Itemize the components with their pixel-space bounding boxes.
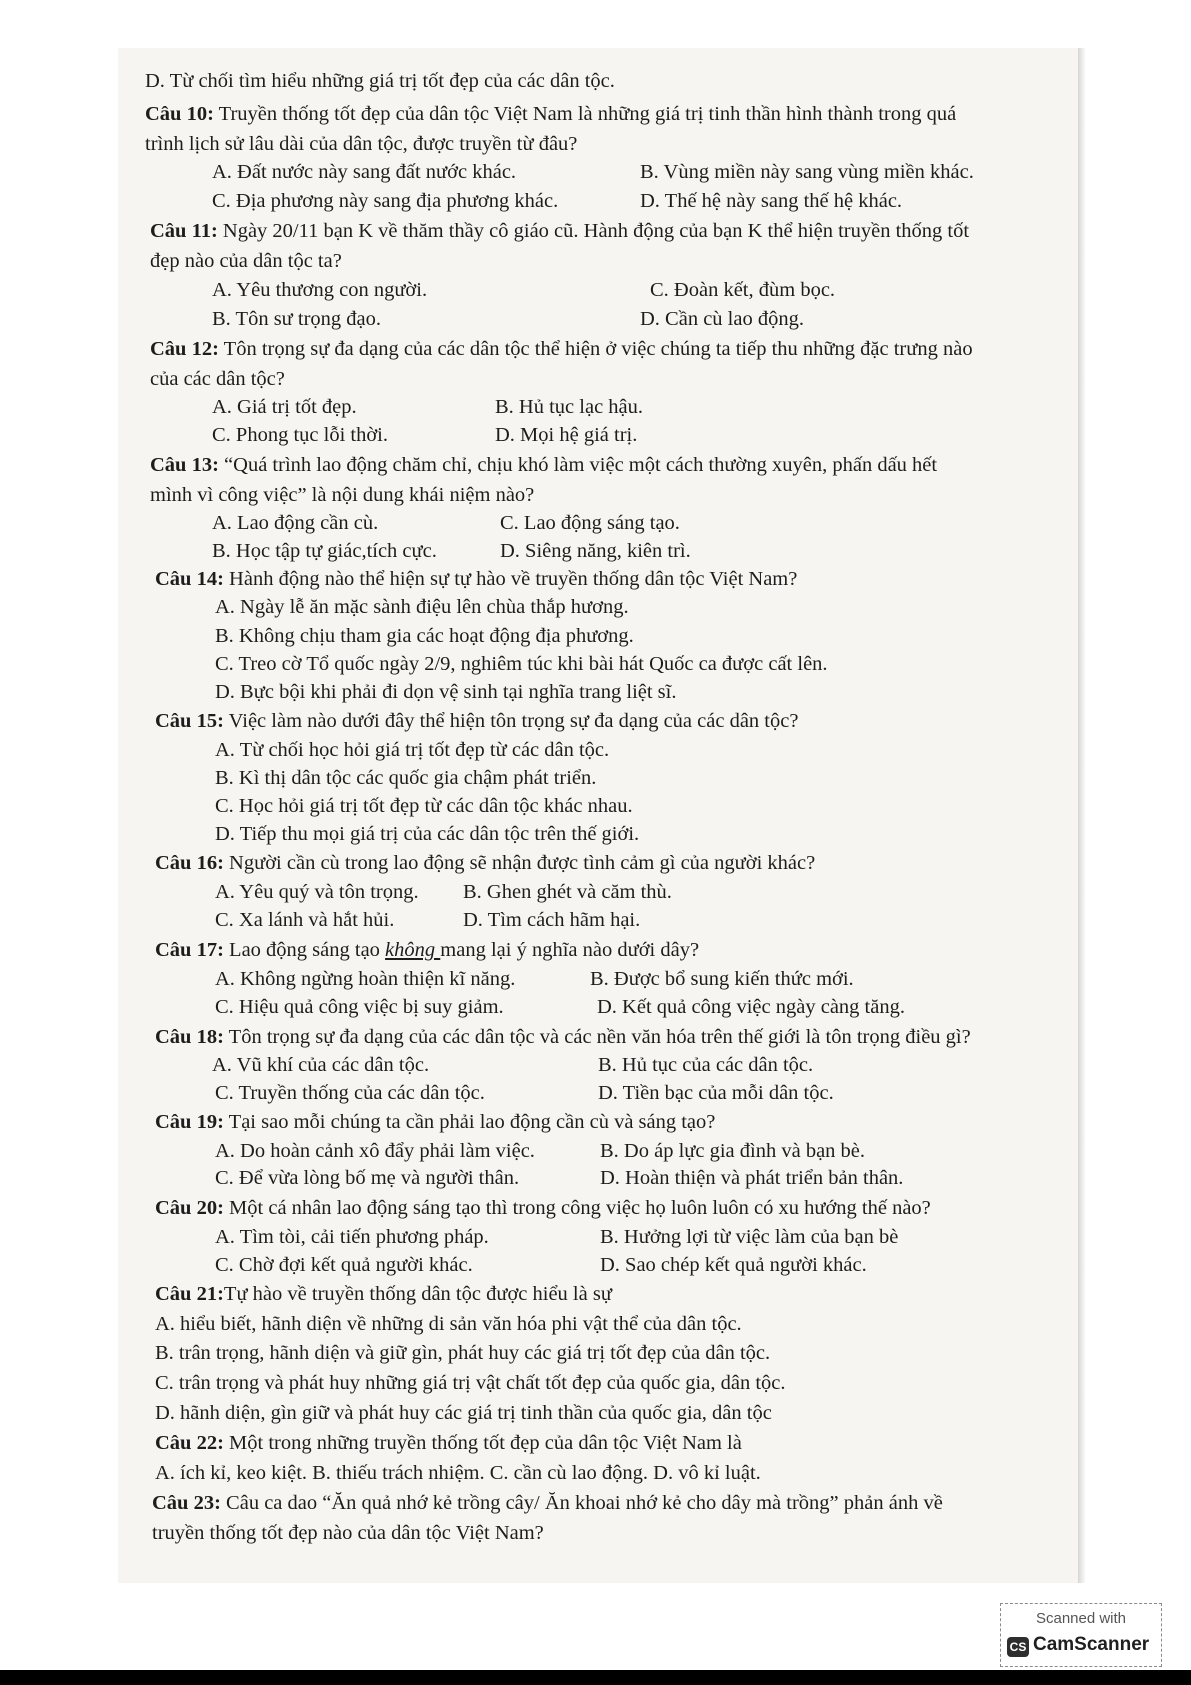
answer-option: C. Hiệu quả công việc bị suy giảm. [215,996,504,1018]
answer-option: C. Phong tục lỗi thời. [212,424,388,446]
answer-option: A. Vũ khí của các dân tộc. [212,1054,430,1076]
question-text: Tại sao mỗi chúng ta cần phải lao động cần cù và sáng tạo? [223,1111,716,1133]
text-line [215,765,596,791]
question-number: Câu 19: [155,1111,224,1133]
question-number: Câu 22: [155,1432,224,1454]
text-line [215,594,629,620]
text-line [215,651,828,677]
question-number: Câu 23: [152,1492,221,1514]
question-line [155,850,815,876]
question-line [155,937,699,963]
text-line [212,394,357,420]
question-number: Câu 15: [155,710,224,732]
answer-option: A. Yêu quý và tôn trọng. [215,881,419,903]
answer-option: C. Học hỏi giá trị tốt đẹp từ các dân tộc khác nhau. [215,795,633,817]
answer-option: A. hiểu biết, hãnh diện về những di sản văn hóa phi vật thể của dân tộc. [155,1313,742,1335]
question-line [155,1109,715,1135]
answer-option: D. Hoàn thiện và phát triển bản thân. [600,1167,904,1189]
answer-option: đẹp nào của dân tộc ta? [150,250,342,272]
question-text: Tôn trọng sự đa dạng của các dân tộc và các nền văn hóa trên thế giới là tôn trọng điều gì? [223,1026,971,1048]
answer-option: A. Ngày lễ ăn mặc sành điệu lên chùa thắp hương. [215,596,629,618]
question-line [150,452,937,478]
answer-option: C. Chờ đợi kết quả người khác. [215,1254,473,1276]
answer-option: A. Do hoàn cảnh xô đẩy phải làm việc. [215,1140,535,1162]
question-text: Lao động sáng tạo [223,939,386,961]
question-line [155,708,798,734]
question-line [155,566,797,592]
question-text: Hành động nào thể hiện sự tự hào về truyền thống dân tộc Việt Nam? [223,568,798,590]
question-line [155,1430,742,1456]
answer-option: B. Hủ tục lạc hậu. [495,396,644,418]
answer-option: A. Không ngừng hoàn thiện kĩ năng. [215,968,516,990]
text-line [152,1520,544,1546]
text-line [215,1224,489,1250]
text-line [215,1252,473,1278]
text-line [215,1138,535,1164]
text-line [212,1052,429,1078]
answer-option: C. Xa lánh và hắt hủi. [215,909,395,931]
answer-option: B. trân trọng, hãnh diện và giữ gìn, phát huy các giá trị tốt đẹp của dân tộc. [155,1342,771,1364]
question-text: Việc làm nào dưới đây thể hiện tôn trọng sự đa dạng của các dân tộc? [223,710,799,732]
question-line [155,1195,931,1221]
text-line [155,1400,772,1426]
answer-option: D. Tiền bạc của mỗi dân tộc. [598,1082,834,1104]
answer-option: B. Học tập tự giác,tích cực. [212,540,437,562]
answer-option: A. Yêu thương con người. [212,279,428,301]
text-line [212,306,381,332]
answer-option: C. Địa phương này sang địa phương khác. [212,190,559,212]
text-line [150,366,285,392]
watermark-brand: CamScanner [1033,1634,1150,1655]
text-line [145,68,615,94]
question-text: “Quá trình lao động chăm chỉ, chịu khó làm việc một cách thường xuyên, phấn dấu hết [218,454,938,476]
answer-option: A. Lao động cần cù. [212,512,379,534]
question-text: Truyền thống tốt đẹp của dân tộc Việt Nam là những giá trị tinh thần hình thành trong quá [213,103,957,125]
text-line [155,1460,761,1486]
question-text: Ngày 20/11 bạn K về thăm thầy cô giáo cũ. Hành động của bạn K thể hiện truyền thống tốt [217,220,970,242]
question-number: Câu 14: [155,568,224,590]
answer-option: B. Kì thị dân tộc các quốc gia chậm phát triển. [215,767,597,789]
text-line [215,1165,519,1191]
text-line [155,1370,786,1396]
answer-option: D. Sao chép kết quả người khác. [600,1254,867,1276]
text-line [215,821,639,847]
question-number: Câu 13: [150,454,219,476]
question-text: Tôn trọng sự đa dạng của các dân tộc thể hiện ở việc chúng ta tiếp thu những đặc trưng nào [218,338,973,360]
bottom-border [0,1670,1191,1685]
text-line [215,966,515,992]
answer-option: D. Siêng năng, kiên trì. [500,540,691,562]
answer-option: trình lịch sử lâu dài của dân tộc, được truyền từ đâu? [145,133,578,155]
answer-option: B. Tôn sư trọng đạo. [212,308,382,330]
answer-option: B. Ghen ghét và căm thù. [463,881,672,903]
answer-option: D. Tiếp thu mọi giá trị của các dân tộc trên thế giới. [215,823,640,845]
answer-option: C. Để vừa lòng bố mẹ và người thân. [215,1167,520,1189]
answer-option: B. Không chịu tham gia các hoạt động địa phương. [215,625,634,647]
text-line [215,994,504,1020]
text-line [212,510,378,536]
answer-option: A. Từ chối học hỏi giá trị tốt đẹp từ các dân tộc. [215,739,610,761]
question-number: Câu 17: [155,939,224,961]
answer-option: B. Hưởng lợi từ việc làm của bạn bè [600,1226,899,1248]
question-number: Câu 16: [155,852,224,874]
text-line [145,131,577,157]
answer-option: A. Giá trị tốt đẹp. [212,396,357,418]
answer-option: A. Đất nước này sang đất nước khác. [212,161,517,183]
text-line [155,1311,742,1337]
text-line [215,907,394,933]
question-text-tail: mang lại ý nghĩa nào dưới dây? [440,939,700,961]
text-line [212,277,427,303]
answer-option: B. Được bổ sung kiến thức mới. [590,968,854,990]
question-line [152,1490,943,1516]
question-text: Tự hào về truyền thống dân tộc được hiểu là sự [223,1283,612,1305]
answer-option: C. Lao động sáng tạo. [500,512,680,534]
answer-option: B. Vùng miền này sang vùng miền khác. [640,161,974,183]
emphasized-word: không [385,939,441,961]
answer-option: C. Đoàn kết, đùm bọc. [650,279,836,301]
question-number: Câu 12: [150,338,219,360]
answer-option: D. Tìm cách hãm hại. [463,909,641,931]
question-text: Câu ca dao “Ăn quả nhớ kẻ trồng cây/ Ăn khoai nhớ kẻ cho dây mà trồng” phản ánh về [220,1492,943,1514]
text-line [212,188,558,214]
camscanner-watermark [1000,1603,1162,1667]
question-text: Người cần cù trong lao động sẽ nhận được tình cảm gì của người khác? [223,852,816,874]
answer-option: D. Bực bội khi phải đi dọn vệ sinh tại nghĩa trang liệt sĩ. [215,681,677,703]
answer-option: C. Truyền thống của các dân tộc. [215,1082,485,1104]
text-line [150,482,534,508]
answer-option: D. Cần cù lao động. [640,308,804,330]
answer-option: D. Thế hệ này sang thế hệ khác. [640,190,903,212]
text-line [215,879,419,905]
answer-option: C. trân trọng và phát huy những giá trị vật chất tốt đẹp của quốc gia, dân tộc. [155,1372,786,1394]
answer-option: truyền thống tốt đẹp nào của dân tộc Việt Nam? [152,1522,544,1544]
answer-option: D. hãnh diện, gìn giữ và phát huy các giá trị tinh thần của quốc gia, dân tộc [155,1402,772,1424]
question-line [150,218,969,244]
question-line [155,1024,971,1050]
answer-option: C. Treo cờ Tổ quốc ngày 2/9, nghiêm túc khi bài hát Quốc ca được cất lên. [215,653,828,675]
answer-option: A. Tìm tòi, cải tiến phương pháp. [215,1226,489,1248]
text-line [215,679,676,705]
text-line [155,1340,770,1366]
question-text: Một trong những truyền thống tốt đẹp của dân tộc Việt Nam là [223,1432,742,1454]
question-number: Câu 11: [150,220,218,242]
text-line [150,248,342,274]
answer-option: D. Mọi hệ giá trị. [495,424,638,446]
text-line [215,1080,485,1106]
text-line [215,793,633,819]
question-text: Một cá nhân lao động sáng tạo thì trong công việc họ luôn luôn có xu hướng thế nào? [223,1197,931,1219]
answer-option: mình vì công việc” là nội dung khái niệm nào? [150,484,535,506]
text-line [212,422,388,448]
answer-option: D. Kết quả công việc ngày càng tăng. [597,996,905,1018]
watermark-caption: Scanned with [1035,1610,1127,1627]
question-number: Câu 10: [145,103,214,125]
answer-option: B. Do áp lực gia đình và bạn bè. [600,1140,866,1162]
text-line [215,737,609,763]
question-number: Câu 20: [155,1197,224,1219]
question-line [150,336,973,362]
text-line [215,623,634,649]
text-line [212,159,516,185]
answer-option: B. Hủ tục của các dân tộc. [598,1054,814,1076]
answer-option: của các dân tộc? [150,368,285,390]
camscanner-logo-icon: CS [1007,1637,1029,1657]
question-line [145,101,956,127]
question-number: Câu 18: [155,1026,224,1048]
question-number: Câu 21: [155,1283,224,1305]
answer-option: D. Từ chối tìm hiểu những giá trị tốt đẹp của các dân tộc. [145,70,615,92]
answer-option: A. ích kỉ, keo kiệt. B. thiếu trách nhiệm. C. cần cù lao động. D. vô kỉ luật. [155,1462,761,1484]
text-line [212,538,437,564]
question-line [155,1281,612,1307]
